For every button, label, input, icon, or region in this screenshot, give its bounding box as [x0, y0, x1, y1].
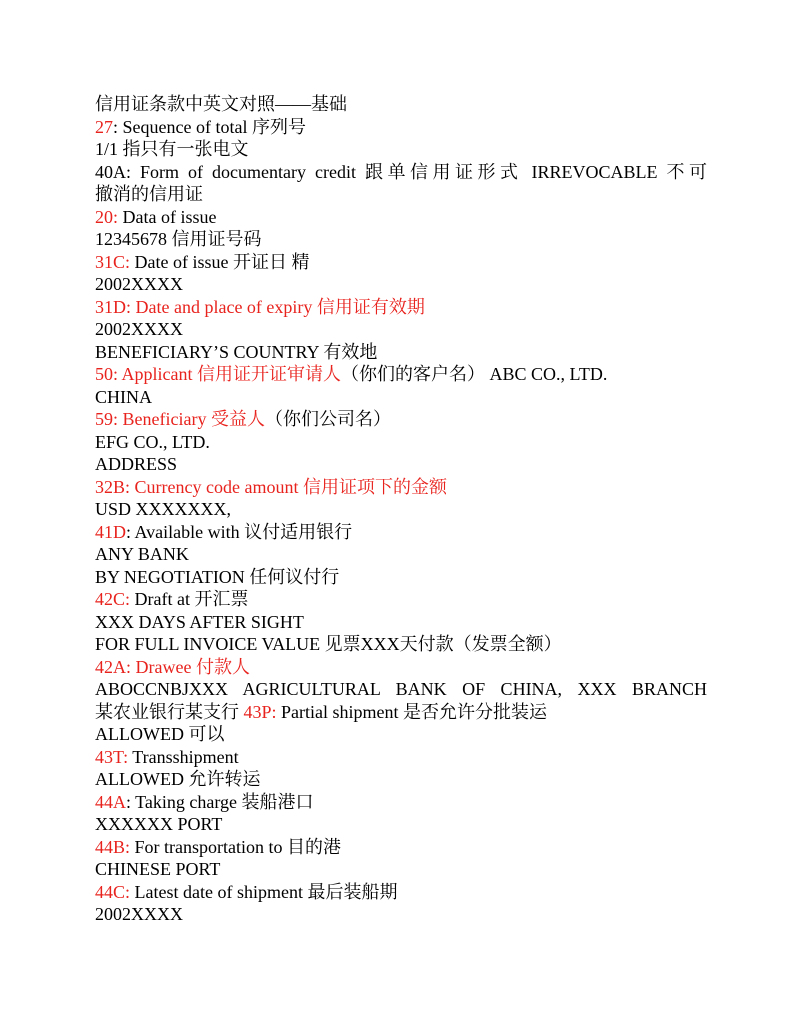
document-line [95, 161, 707, 184]
line-text: ABOCCNBJXXX AGRICULTURAL BANK OF CHINA, XXX BRANCH [95, 679, 707, 699]
document-line [95, 228, 707, 251]
field-tag: 44A [95, 791, 126, 812]
document-line [95, 791, 707, 814]
line-text: Transshipment [128, 746, 239, 767]
document-line [95, 588, 707, 611]
document-line [95, 408, 707, 431]
document-line [95, 768, 707, 791]
line-text: 某农业银行某支行 [95, 701, 244, 722]
line-text: FOR FULL INVOICE VALUE 见票XXX天付款（发票全额） [95, 634, 562, 654]
line-text: XXXXXX PORT [95, 814, 223, 834]
line-text: 2002XXXX [95, 274, 183, 294]
document-line [95, 183, 707, 206]
document-line [95, 633, 707, 656]
line-text: （你们的客户名） ABC CO., LTD. [341, 364, 608, 384]
document-line [95, 296, 707, 319]
field-tag: 59: Beneficiary 受益人 [95, 409, 265, 429]
document-line [95, 476, 707, 499]
line-text: XXX DAYS AFTER SIGHT [95, 611, 304, 632]
field-tag: 50: Applicant 信用证开证审请人 [95, 364, 341, 384]
document-line [95, 678, 707, 701]
line-text: Partial shipment 是否允许分批装运 [276, 701, 547, 722]
line-text: ADDRESS [95, 454, 178, 474]
line-text: ALLOWED 可以 [95, 724, 225, 744]
line-text: Data of issue [118, 206, 217, 227]
field-tag: 31C: [95, 251, 131, 272]
document-line [95, 273, 707, 296]
line-text: USD XXXXXXX, [95, 499, 232, 519]
field-tag: 42A: Drawee 付款人 [95, 656, 250, 677]
document-line [95, 138, 707, 161]
document-line [95, 341, 707, 364]
line-text: ALLOWED 允许转运 [95, 769, 261, 789]
document-line [95, 521, 707, 544]
document-line [95, 431, 707, 454]
document-line [95, 93, 707, 116]
document-line [95, 206, 707, 229]
field-tag: 43P: [243, 701, 277, 722]
field-tag: 44B: [95, 836, 131, 857]
line-text: Draft at 开汇票 [130, 589, 249, 609]
document-line [95, 543, 707, 566]
line-text: For transportation to 目的港 [130, 836, 341, 857]
document-line [95, 881, 707, 904]
field-tag: 31D: Date and place of expiry 信用证有效期 [95, 296, 425, 317]
field-tag: 32B: Currency code amount 信用证项下的金额 [95, 476, 447, 497]
line-text: 1/1 指只有一张电文 [95, 139, 249, 159]
document-line [95, 836, 707, 859]
line-text: 2002XXXX [95, 319, 183, 339]
line-text: 信用证条款中英文对照——基础 [95, 94, 347, 114]
line-text: Date of issue 开证日 精 [130, 251, 310, 272]
document-line [95, 858, 707, 881]
document-line [95, 363, 707, 386]
document-line [95, 746, 707, 769]
document-line [95, 656, 707, 679]
line-text: （你们公司名） [264, 409, 391, 429]
document-line [95, 903, 707, 926]
field-tag: 41D [95, 521, 126, 542]
line-text: : Sequence of total 序列号 [113, 116, 306, 137]
field-tag: 20: [95, 206, 119, 227]
document-line [95, 116, 707, 139]
line-text: Latest date of shipment 最后装船期 [130, 881, 398, 902]
line-text: BY NEGOTIATION 任何议付行 [95, 566, 340, 587]
document-line [95, 498, 707, 521]
line-text: 撤消的信用证 [95, 184, 203, 204]
line-text: CHINA [95, 386, 152, 407]
line-text: EFG CO., LTD. [95, 431, 210, 452]
line-text: : Taking charge 装船港口 [126, 791, 314, 812]
line-text: CHINESE PORT [95, 859, 221, 879]
line-text: BENEFICIARY’S COUNTRY 有效地 [95, 341, 378, 362]
line-text: 2002XXXX [95, 904, 183, 924]
document-line [95, 318, 707, 341]
document-line [95, 251, 707, 274]
document-line [95, 611, 707, 634]
document-line [95, 701, 707, 724]
document-line [95, 566, 707, 589]
field-tag: 42C: [95, 589, 131, 609]
field-tag: 43T: [95, 746, 129, 767]
document-line [95, 453, 707, 476]
field-tag: 44C: [95, 881, 131, 902]
line-text: : Available with 议付适用银行 [126, 521, 353, 542]
document-line [95, 386, 707, 409]
document-line [95, 723, 707, 746]
line-text: 40A: Form of documentary credit 跟单信用证形式 IRREVOCABLE 不可 [95, 161, 707, 182]
document-body [95, 93, 707, 926]
line-text: ANY BANK [95, 544, 189, 564]
document-line [95, 813, 707, 836]
line-text: 12345678 信用证号码 [95, 229, 262, 249]
field-tag: 27 [95, 116, 113, 137]
